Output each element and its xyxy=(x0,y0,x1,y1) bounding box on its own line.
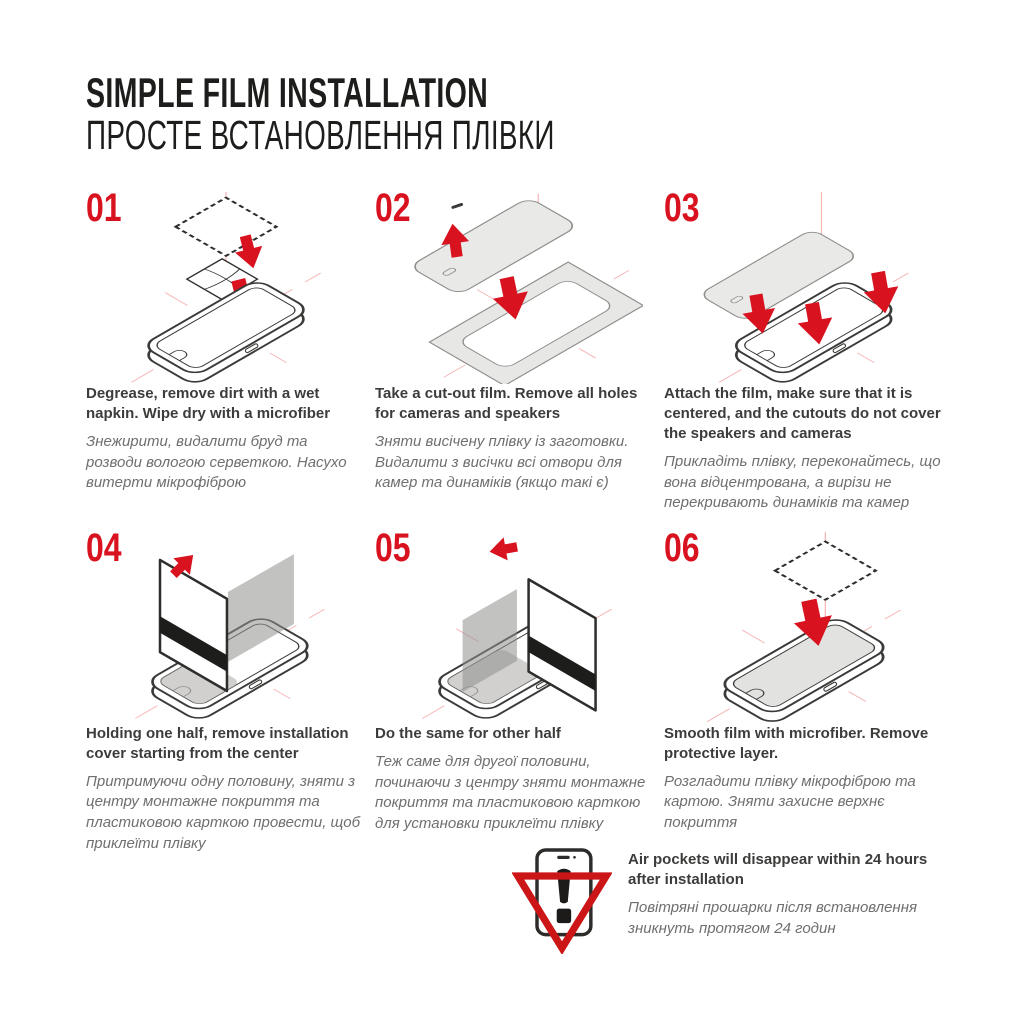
step-01-illustration-row xyxy=(86,186,364,384)
step-text-uk: Розгладити плівку мікрофіброю та картою. Зняти захисне верхнє покриття xyxy=(664,772,916,832)
warning-note xyxy=(512,846,950,954)
step-01-illustration xyxy=(98,186,354,384)
peel-mark xyxy=(453,204,462,207)
microfiber-napkin-icon xyxy=(775,541,876,599)
step-text-uk: Зняти висічену плівку із заготовки. Видалити з висічки всі отвори для камер та динаміків (якщо такі є) xyxy=(375,432,629,492)
step-02 xyxy=(375,186,653,514)
steps-grid xyxy=(86,186,942,855)
step-04-illustration xyxy=(98,526,354,724)
step-01 xyxy=(86,186,364,514)
smartphone-with-film-icon xyxy=(676,574,932,724)
step-text-en: Do the same for other half xyxy=(375,724,561,742)
step-05 xyxy=(375,526,653,855)
step-05-illustration-row xyxy=(375,526,653,724)
step-text-uk: Притримуючи одну половину, зняти з центру монтажне покриття та пластиковою карткою провести, щоб приклеїти плівку xyxy=(86,772,361,852)
step-04 xyxy=(86,526,364,855)
step-text-en: Attach the film, make sure that it is centered, and the cutouts do not cover the speakers and cameras xyxy=(664,385,941,442)
step-number: 03 xyxy=(664,186,700,230)
step-text-uk: Знежирити, видалити бруд та розводи вологою серветкою. Насухо витерти мікрофіброю xyxy=(86,432,347,492)
step-text-uk: Прикладіть плівку, переконайтесь, що вона відцентрована, а вирізи не перекривають динаміків та камер xyxy=(664,452,941,512)
step-06 xyxy=(664,526,942,855)
step-text-en: Holding one half, remove installation cover starting from the center xyxy=(86,724,349,762)
page-title: SIMPLE FILM INSTALLATION xyxy=(86,69,489,116)
step-03 xyxy=(664,186,942,514)
step-text-uk: Теж саме для другої половини, починаючи з центру зняти монтажне покриття та пластиковою карткою для установки приклеїти плівку xyxy=(375,752,646,832)
step-number: 02 xyxy=(375,186,411,230)
step-text-en: Degrease, remove dirt with a wet napkin. Wipe dry with a microfiber xyxy=(86,385,331,422)
warning-text-en: Air pockets will disappear within 24 hours after installation xyxy=(628,851,928,888)
step-04-illustration-row xyxy=(86,526,364,724)
step-number: 01 xyxy=(86,186,122,230)
step-02-illustration xyxy=(387,186,643,384)
step-02-illustration-row xyxy=(375,186,653,384)
step-number: 05 xyxy=(375,525,411,570)
step-number: 04 xyxy=(86,525,122,570)
step-number: 06 xyxy=(664,525,700,570)
warning-texts xyxy=(628,846,950,939)
step-06-illustration xyxy=(676,526,932,724)
step-05-illustration xyxy=(387,526,643,724)
step-03-illustration-row xyxy=(664,186,942,384)
step-text-en: Take a cut-out film. Remove all holes for cameras and speakers xyxy=(375,385,638,422)
step-06-illustration-row xyxy=(664,526,942,724)
warning-text-uk: Повітряні прошарки після встановлення зникнуть протягом 24 годин xyxy=(628,898,917,937)
step-text-en: Smooth film with microfiber. Remove protective layer. xyxy=(664,724,929,762)
page-subtitle: ПРОСТЕ ВСТАНОВЛЕННЯ ПЛІВКИ xyxy=(86,112,555,158)
title-block xyxy=(86,69,775,158)
step-03-illustration xyxy=(676,186,932,384)
red-arrow-left-icon xyxy=(488,535,520,563)
phone-exclamation-triangle-warning-icon xyxy=(512,846,612,954)
